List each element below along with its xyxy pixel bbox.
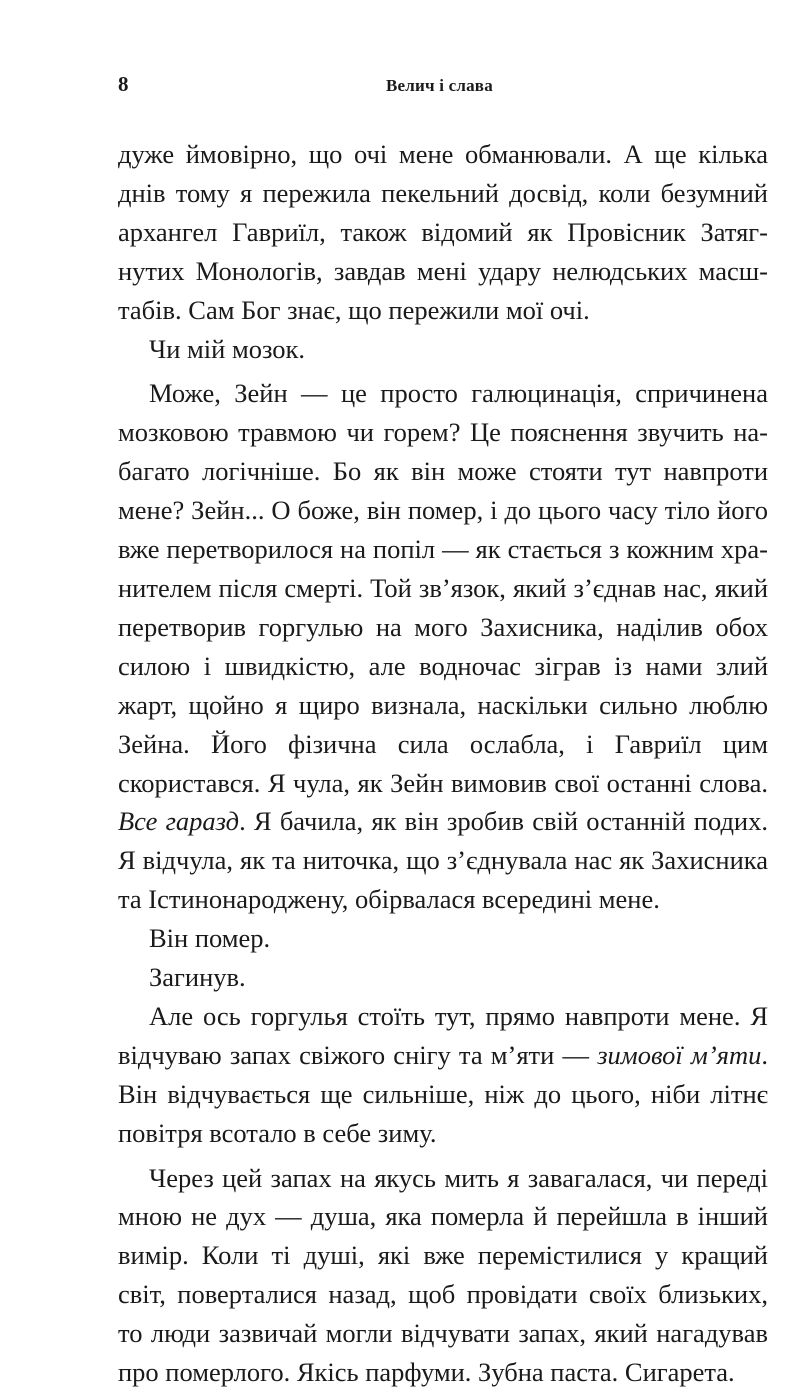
italic-span: зимової м’яти [597, 1039, 762, 1070]
text-span: Загинув. [149, 962, 246, 993]
text-span: Може, Зейн — це просто галюцинація, спричинена мозковою травмою чи горем? Це пояснення звучить набагато логічніше. Бо як він може стояти тут навпроти мене? Зейн... О боже, він помер, і до цього часу тіло його вже перетворилося на попіл — як стається з кожним хранителем після смерті. Той зв’язок, який з’єднав нас, який перетворив горгулью на мого Захисника, наділив обох силою і швидкістю, але водночас зіграв із нами злий жарт, щойно я щиро визнала, наскільки сильно люблю Зейна. Його фізична сила ослабла, і Гавриїл цим скористався. Я чула, як Зейн вимовив свої останні слова. [118, 378, 768, 798]
paragraph [118, 1159, 768, 1392]
paragraph [118, 374, 768, 919]
text-span: Чи мій мозок. [149, 333, 306, 364]
body-text [118, 135, 768, 1392]
text-span: . Я бачила, як він зробив свій останній подих. Я відчула, як та ниточка, що з’єднувала нас як Захисника та Істинонароджену, обірвалася всередині мене. [118, 806, 768, 915]
page-header [118, 72, 768, 102]
text-span: Але ось горгулья стоїть тут, прямо навпроти мене. Я відчуваю запах свіжого снігу та м’яти — [118, 1000, 768, 1070]
paragraph [118, 330, 768, 369]
text-span: . Він відчувається ще сильніше, ніж до цього, ніби літнє повітря всотало в себе зиму. [118, 1039, 768, 1148]
paragraph-continuation [118, 135, 768, 330]
page-number: 8 [118, 72, 129, 96]
paragraph [118, 997, 768, 1153]
paragraph [118, 958, 768, 997]
text-span: дуже ймовірно, що очі мене обманювали. А ще кілька днів тому я пережила пекельний досвід, коли безумний архангел Гавриїл, також відомий як Провісник Затягнутих Монологів, завдав мені удару нелюдських масштабів. Сам Бог знає, що пережили мої очі. [118, 139, 768, 325]
text-span: Він помер. [149, 923, 271, 954]
italic-span: Все гаразд [118, 806, 240, 837]
paragraph [118, 919, 768, 958]
running-title: Велич і слава [386, 76, 493, 95]
text-span: Через цей запах на якусь мить я завагалася, чи переді мною не дух — душа, яка померла й перейшла в інший вимір. Коли ті душі, які вже перемістилися у кращий світ, поверталися назад, щоб провідати своїх близьких, то люди зазвичай могли відчувати запах, який нагадував про померлого. Якісь парфуми. Зубна паста. Сигарета. [118, 1162, 768, 1388]
